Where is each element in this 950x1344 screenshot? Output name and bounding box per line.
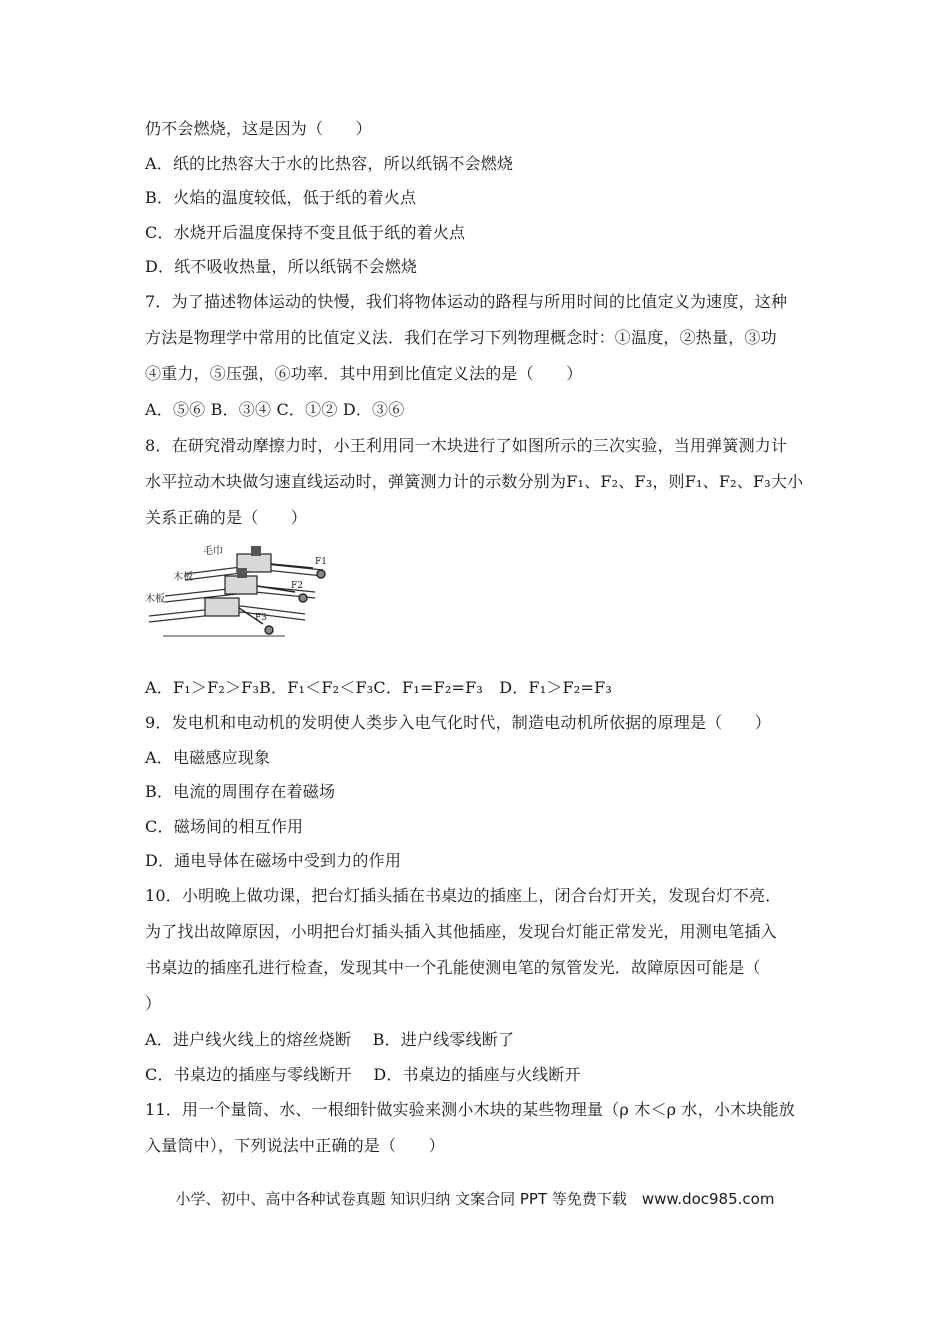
text-line: ④重力，⑤压强，⑥功率．其中用到比值定义法的是（ ）: [145, 364, 583, 383]
label-board-2: 木板: [145, 594, 165, 605]
text-line: 仍不会燃烧，这是因为（ ）: [145, 119, 372, 138]
options-line: A．进户线火线上的熔丝烧断 B．进户线零线断了: [145, 1030, 515, 1049]
text-line: 书桌边的插座孔进行检查，发现其中一个孔能使测电笔的氖管发光．故障原因可能是（: [145, 958, 761, 977]
label-board-1: 木板: [173, 572, 193, 583]
option-c: C．磁场间的相互作用: [145, 817, 304, 836]
page-footer: 小学、初中、高中各种试卷真题 知识归纳 文案合同 PPT 等免费下载 www.doc985.com: [175, 1190, 775, 1208]
text-line: ）: [145, 994, 162, 1013]
question-8: 8．在研究滑动摩擦力时，小王利用同一木块进行了如图所示的三次实验，当用弹簧测力计: [145, 436, 788, 455]
option-a: A．电磁感应现象: [145, 748, 271, 767]
options-line: A．⑤⑥ B．③④ C．①② D．③⑥: [145, 400, 405, 419]
options-line: C．书桌边的插座与零线断开 D．书桌边的插座与火线断开: [145, 1065, 581, 1084]
text-line: 关系正确的是（ ）: [145, 508, 308, 527]
friction-experiment-figure: [145, 540, 345, 646]
option-d: D．纸不吸收热量，所以纸锅不会燃烧: [145, 257, 418, 276]
text-line: 为了找出故障原因，小明把台灯插头插入其他插座，发现台灯能正常发光，用测电笔插入: [145, 922, 777, 941]
label-f2: F2: [291, 581, 303, 591]
label-f1: F1: [315, 557, 327, 567]
label-f3: F3: [255, 613, 267, 623]
label-towel: 毛巾: [203, 546, 223, 557]
text-line: 入量筒中），下列说法中正确的是（ ）: [145, 1136, 445, 1155]
question-7: 7．为了描述物体运动的快慢，我们将物体运动的路程与所用时间的比值定义为速度，这种: [145, 292, 788, 311]
option-d: D．通电导体在磁场中受到力的作用: [145, 851, 402, 870]
question-9: 9．发电机和电动机的发明使人类步入电气化时代，制造电动机所依据的原理是（ ）: [145, 713, 771, 732]
text-line: 水平拉动木块做匀速直线运动时，弹簧测力计的示数分别为F₁、F₂、F₃，则F₁、F₂、F₃大小: [145, 472, 804, 491]
option-a: A．纸的比热容大于水的比热容，所以纸锅不会燃烧: [145, 154, 514, 173]
options-line: A．F₁＞F₂＞F₃B．F₁＜F₂＜F₃C．F₁=F₂=F₃ D．F₁＞F₂=F₃: [145, 678, 612, 697]
question-10: 10．小明晚上做功课，把台灯插头插在书桌边的插座上，闭合台灯开关，发现台灯不亮．: [145, 886, 782, 905]
option-c: C．水烧开后温度保持不变且低于纸的着火点: [145, 223, 466, 242]
question-11: 11．用一个量筒、水、一根细针做实验来测小木块的某些物理量（ρ 木＜ρ 水，小木块能放: [145, 1100, 795, 1119]
option-b: B．火焰的温度较低，低于纸的着火点: [145, 188, 417, 207]
text-line: 方法是物理学中常用的比值定义法．我们在学习下列物理概念时：①温度，②热量，③功: [145, 328, 777, 347]
option-b: B．电流的周围存在着磁场: [145, 782, 336, 801]
